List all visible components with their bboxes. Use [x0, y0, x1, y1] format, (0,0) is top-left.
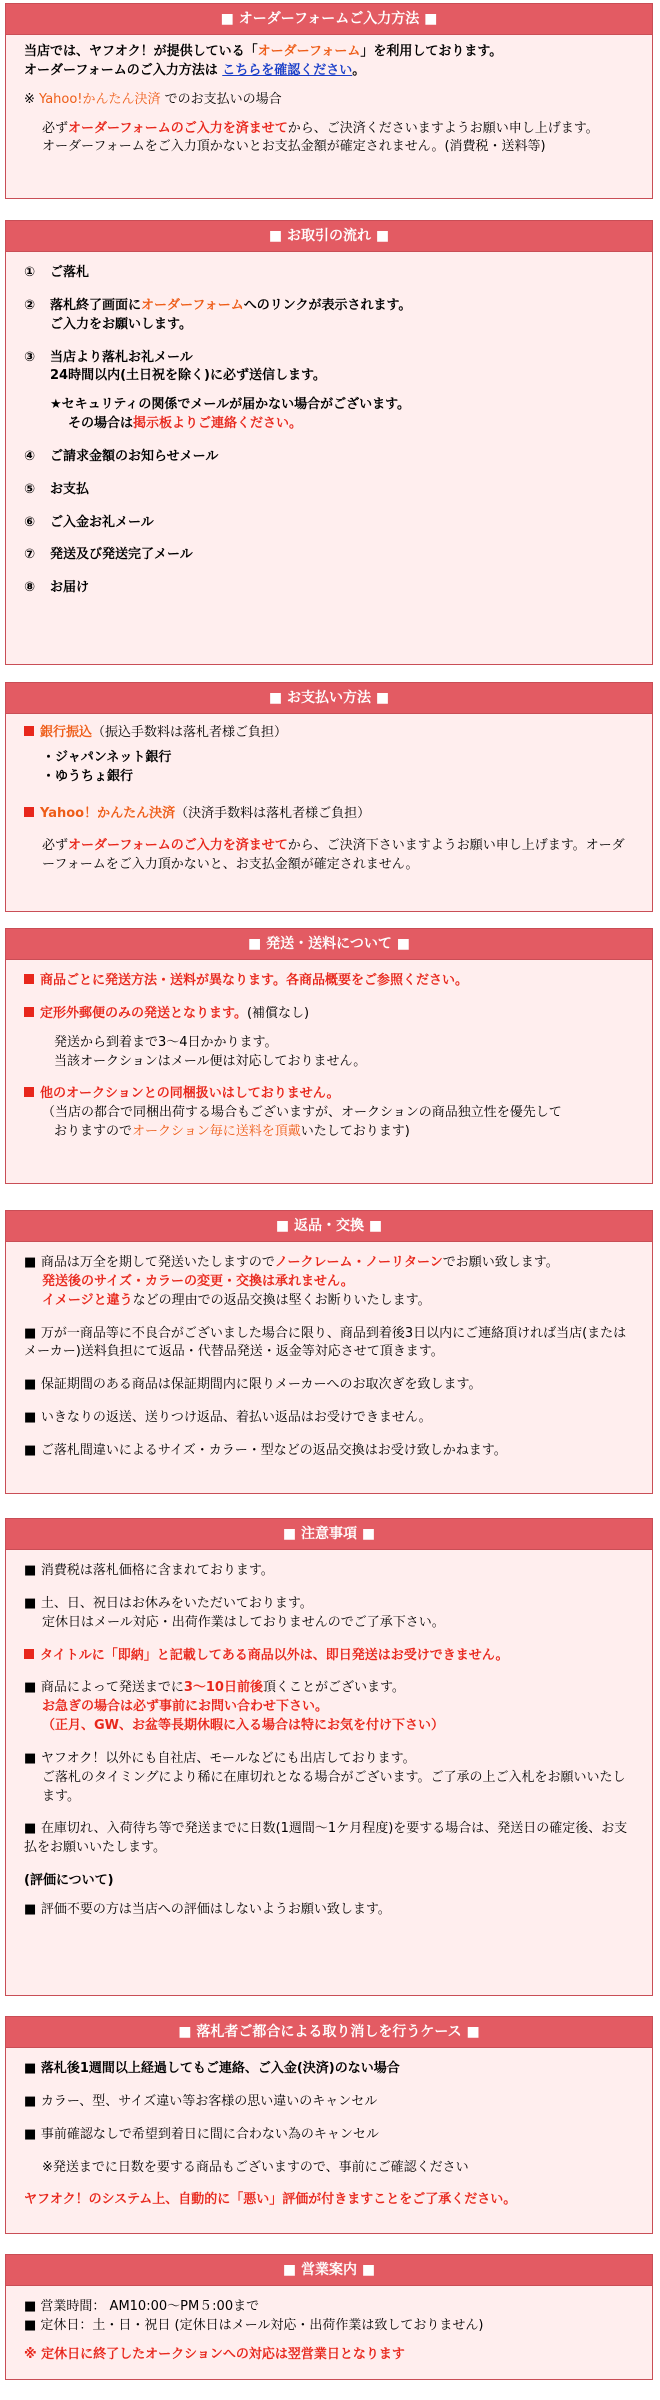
- flow-step-3: ③ 当店より落札お礼メール: [24, 349, 193, 365]
- flow-step-6: ⑥ ご入金お礼メール: [24, 514, 154, 530]
- bullet-icon: [24, 726, 34, 736]
- returns-item-2: ■ 万が一商品等に不良合がございました場合に限り、商品到着後3日以内にご連絡頂ければ当店(またはメーカー)送料負担にて返品・代替品発送・返金等対応させて頂きます。: [24, 1325, 627, 1360]
- notes-item-2: ■ 土、日、祝日はお休みをいただいております。: [24, 1595, 313, 1611]
- cancel-item-1: ■ 落札後1週間以上経過してもご連絡、ご入金(決済)のない場合: [24, 2061, 400, 2076]
- order-form-section: [5, 3, 653, 199]
- cancel-item-2: ■ カラー、型、サイズ違い等お客様の思い違いのキャンセル: [24, 2093, 378, 2109]
- flow-step-8: ⑧ お届け: [24, 580, 90, 596]
- hours-section: [5, 2254, 653, 2380]
- payment-bank-2: ・ゆうちょ銀行: [42, 768, 134, 784]
- returns-item-4: ■ いきなりの返送、送りつけ返品、着払い返品はお受けできません。: [24, 1410, 432, 1426]
- bullet-icon: [24, 1007, 34, 1017]
- payment-body: 必ずオーダーフォームのご入力を済ませてから、ご決済下さいますようお願い申し上げます。オーダーフォームをご入力頂かないと、お支払金額が確定されません。: [42, 838, 625, 873]
- notes-item-3: タイトルに「即納」と記載してある商品以外は、即日発送はお受けできません。: [24, 1647, 634, 1666]
- bullet-icon: [24, 1649, 34, 1659]
- flow-section: ■ お取引の流れ ■ ① ご落札 ② 落札終了画面にオーダーフォームへのリンクが表示されます。 ご入力をお願いします。 ③ 当店より落札お礼メール 24時間以内(土日祝を除く)に必ず送信します。 ★セキュリティの関係でメールが届かない場合がございます。 その場合は掲示板よりご連絡ください。 ④ ご請求金額のお知らせメール ⑤ お支払 ⑥ ご入金お礼メール ⑦ 発送及び発送完了メール ⑧ お届け: [5, 220, 653, 665]
- flow-step-2: ② 落札終了画面にオーダーフォームへのリンクが表示されます。: [24, 297, 412, 313]
- notes-item-7: ■ 評価不要の方は当店への評価はしないようお願い致します。: [24, 1901, 391, 1917]
- order-form-intro: 当店では、ヤフオク！が提供している「オーダーフォーム」を利用しております。: [24, 44, 503, 59]
- shipping-item-3: 他のオークションとの同梱扱いはしておりません。: [24, 1085, 634, 1104]
- notes-eval-heading: (評価について): [24, 1873, 114, 1889]
- hours-holiday: ■ 定休日：土・日・祝日 (定休日はメール対応・出荷作業は致しておりません): [24, 2317, 484, 2333]
- notes-item-6: ■ 在庫切れ、入荷待ち等で発送までに日数(1週間〜1ケ月程度)を要する場合は、発送日の確定後、お支払をお願いいたします。: [24, 1821, 628, 1856]
- order-form-intro2: オーダーフォームのご入力方法は こちらを確認ください。: [24, 62, 366, 78]
- returns-item-3: ■ 保証期間のある商品は保証期間内に限りメーカーへのお取次ぎを致します。: [24, 1377, 482, 1393]
- hours-note: ※ 定休日に終了したオークションへの対応は翌営業日となります: [24, 2346, 405, 2362]
- bullet-icon: [24, 807, 34, 817]
- hours-title: ■ 営業案内 ■: [6, 2255, 652, 2286]
- returns-item-1: ■ 商品は万全を期して発送いたしますのでノークレーム・ノーリターンでお願い致します。: [24, 1255, 559, 1270]
- cancel-section: [5, 2016, 653, 2234]
- payment-bank: 銀行振込（振込手数料は落札者様ご負担）: [24, 724, 634, 743]
- flow-step-1: ① ご落札: [24, 265, 90, 280]
- order-form-title: ■ オーダーフォームご入力方法 ■: [6, 4, 652, 35]
- flow-title: ■ お取引の流れ ■: [6, 221, 652, 252]
- payment-bank-1: ・ジャパンネット銀行: [42, 749, 172, 765]
- cancel-title: ■ 落札者ご都合による取り消しを行うケース ■: [6, 2017, 652, 2048]
- notes-item-5: ■ ヤフオク！以外にも自社店、モールなどにも出店しております。: [24, 1750, 416, 1766]
- flow-step-4: ④ ご請求金額のお知らせメール: [24, 448, 219, 464]
- notes-title: ■ 注意事項 ■: [6, 1519, 652, 1550]
- cancel-item-3: ■ 事前確認なしで希望到着日に間に合わない為のキャンセル: [24, 2126, 379, 2142]
- payment-section: [5, 682, 653, 912]
- order-form-body2: オーダーフォームをご入力頂かないとお支払金額が確定されません。(消費税・送料等): [42, 139, 546, 155]
- notes-section: ■ 注意事項 ■ ■ 消費税は落札価格に含まれております。 ■ 土、日、祝日はお休みをいただいております。 定休日はメール対応・出荷作業はしておりませんのでご了承下さい。 タイトルに「即納」と記載してある商品以外は、即日発送はお受けできません。 ■ 商品によって発送までに3～10日前後頂くことがございます。 お急ぎの場合は必ず事前にお問い合わせ下さい。 （正月、GW、お盆等長期休暇に入る場合は特にお気を付け下さい） ■ ヤフオク！以外にも自社店、モールなどにも出店しております。 ご落札のタイミングにより稀に在庫切れとなる場合がございます。ご了承の上ご入札をお願いいたします。 ■ 在庫切れ、入荷待ち等で発送までに日数(1週間〜1ケ月程度)を要する場合は、発送日の確定後、お支払をお願いいたします。 (評価について) ■ 評価不要の方は当店への評価はしないようお願い致します。: [5, 1518, 653, 1996]
- order-form-help-link[interactable]: こちらを確認ください: [222, 62, 353, 78]
- returns-title: ■ 返品・交換 ■: [6, 1211, 652, 1242]
- order-form-body: 必ずオーダーフォームのご入力を済ませてから、ご決済くださいますようお願い申し上げます。: [42, 120, 599, 136]
- flow-step-5: ⑤ お支払: [24, 481, 90, 497]
- bullet-icon: [24, 974, 34, 984]
- returns-item-5: ■ ご落札間違いによるサイズ・カラー・型などの返品交換はお受け致しかねます。: [24, 1442, 507, 1458]
- flow-step-7: ⑦ 発送及び発送完了メール: [24, 547, 193, 563]
- shipping-item-1: 商品ごとに発送方法・送料が異なります。各商品概要をご参照ください。: [24, 972, 634, 991]
- notes-item-4: ■ 商品によって発送までに3～10日前後頂くことがございます。: [24, 1680, 405, 1696]
- shipping-item-2: 定形外郵便のみの発送となります。(補償なし): [24, 1005, 634, 1024]
- payment-title: ■ お支払い方法 ■: [6, 683, 652, 714]
- hours-time: ■ 営業時間： AM10:00〜PM５:00まで: [24, 2299, 260, 2314]
- returns-section: ■ 返品・交換 ■ ■ 商品は万全を期して発送いたしますのでノークレーム・ノーリターンでお願い致します。 発送後のサイズ・カラーの変更・交換は承れません。 イメージと違うなどの理由での返品交換は堅くお断りいたします。 ■ 万が一商品等に不良合がございました場合に限り、商品到着後3日以内にご連絡頂ければ当店(またはメーカー)送料負担にて返品・代替品発送・返金等対応させて頂きます。 ■ 保証期間のある商品は保証期間内に限りメーカーへのお取次ぎを致します。 ■ いきなりの返送、送りつけ返品、着払い返品はお受けできません。 ■ ご落札間違いによるサイズ・カラー・型などの返品交換はお受け致しかねます。: [5, 1210, 653, 1494]
- cancel-warning: ヤフオク！のシステム上、自動的に「悪い」評価が付きますことをご了承ください。: [24, 2192, 517, 2208]
- shipping-title: ■ 発送・送料について ■: [6, 929, 652, 960]
- payment-yahoo: Yahoo！かんたん決済（決済手数料は落札者様ご負担）: [24, 805, 634, 824]
- bullet-icon: [24, 1087, 34, 1097]
- cancel-note: ※発送までに日数を要する商品もございますので、事前にご確認ください: [42, 2159, 469, 2175]
- notes-item-1: ■ 消費税は落札価格に含まれております。: [24, 1563, 274, 1578]
- shipping-section: ■ 発送・送料について ■ 商品ごとに発送方法・送料が異なります。各商品概要をご参照ください。 定形外郵便のみの発送となります。(補償なし) 発送から到着まで3～4日かかります。 当該オークションはメール便は対応しておりません。 他のオークションとの同梱扱いはしておりません。 （当店の都合で同梱出荷する場合もございますが、オークションの商品独立性を優先して おりますのでオークション毎に送料を頂戴いたしております): [5, 928, 653, 1184]
- order-form-note: ※ Yahoo!かんたん決済 でのお支払いの場合: [24, 91, 282, 107]
